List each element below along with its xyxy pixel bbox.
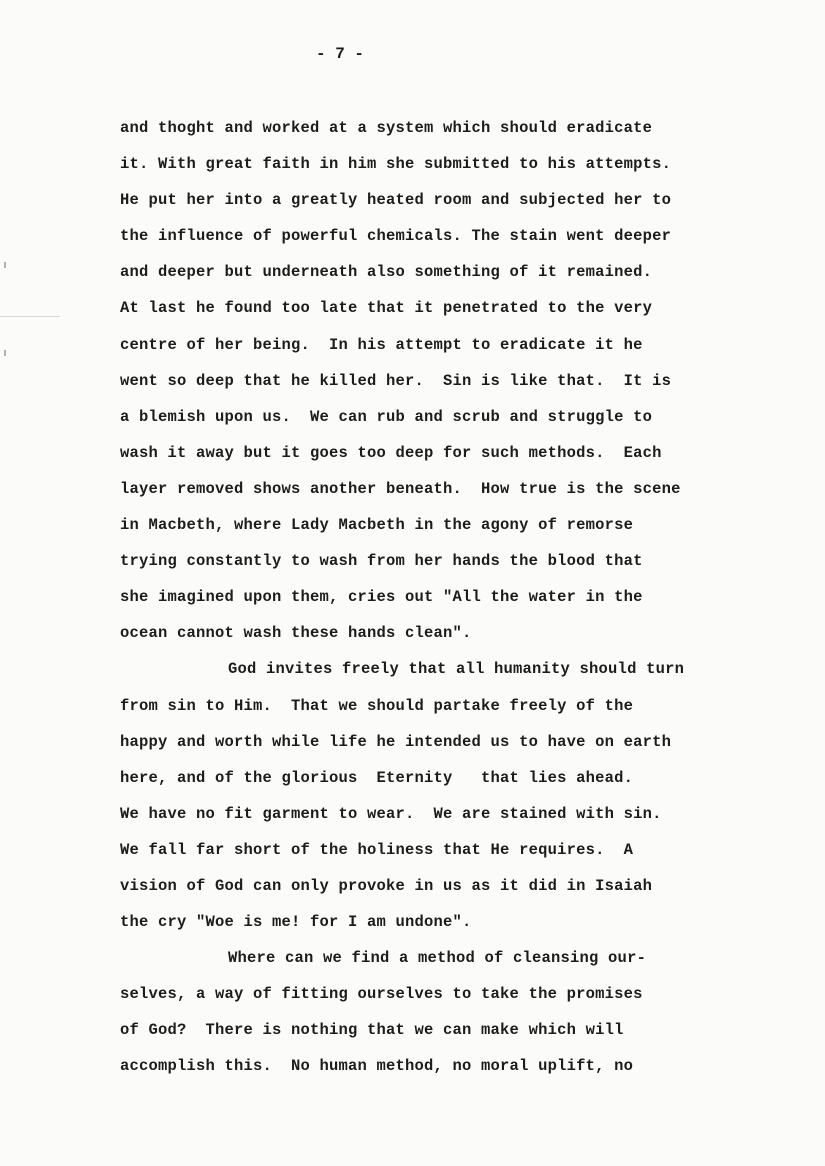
margin-mark (4, 262, 6, 268)
text-line: in Macbeth, where Lady Macbeth in the agony of remorse (120, 516, 634, 535)
text-line: here, and of the glorious Eternity that lies ahead. (120, 768, 634, 787)
text-line: We have no fit garment to wear. We are stained with sin. (120, 804, 662, 823)
text-line: the cry "Woe is me! for I am undone". (120, 913, 472, 932)
text-line: she imagined upon them, cries out "All the water in the (120, 588, 643, 607)
text-line: He put her into a greatly heated room and subjected her to (120, 191, 672, 210)
text-line: of God? There is nothing that we can make which will (120, 1021, 624, 1040)
text-line: trying constantly to wash from her hands the blood that (120, 552, 643, 571)
text-line: from sin to Him. That we should partake freely of the (120, 696, 634, 715)
text-line: it. With great faith in him she submitted to his attempts. (120, 155, 672, 174)
text-line: God invites freely that all humanity should turn (228, 660, 685, 679)
text-line: layer removed shows another beneath. How true is the scene (120, 479, 681, 498)
text-line: At last he found too late that it penetrated to the very (120, 299, 653, 318)
text-line: accomplish this. No human method, no moral uplift, no (120, 1057, 634, 1076)
page-number: - 7 - (315, 45, 364, 63)
text-line: a blemish upon us. We can rub and scrub and struggle to (120, 407, 653, 426)
text-line: vision of God can only provoke in us as it did in Isaiah (120, 876, 653, 895)
text-line: We fall far short of the holiness that He requires. A (120, 840, 634, 859)
text-line: Where can we find a method of cleansing our- (228, 949, 647, 968)
text-line: went so deep that he killed her. Sin is like that. It is (120, 371, 672, 390)
text-line: wash it away but it goes too deep for such methods. Each (120, 443, 662, 462)
body-text (120, 116, 800, 1091)
text-line: the influence of powerful chemicals. The stain went deeper (120, 227, 672, 246)
text-line: happy and worth while life he intended us to have on earth (120, 732, 672, 751)
margin-mark (4, 350, 6, 356)
text-line: ocean cannot wash these hands clean". (120, 624, 472, 643)
text-line: and deeper but underneath also something of it remained. (120, 263, 653, 282)
text-line: centre of her being. In his attempt to eradicate it he (120, 335, 643, 354)
page-fold-mark (0, 316, 60, 317)
text-line: selves, a way of fitting ourselves to take the promises (120, 985, 643, 1004)
text-line: and thoght and worked at a system which should eradicate (120, 119, 653, 137)
